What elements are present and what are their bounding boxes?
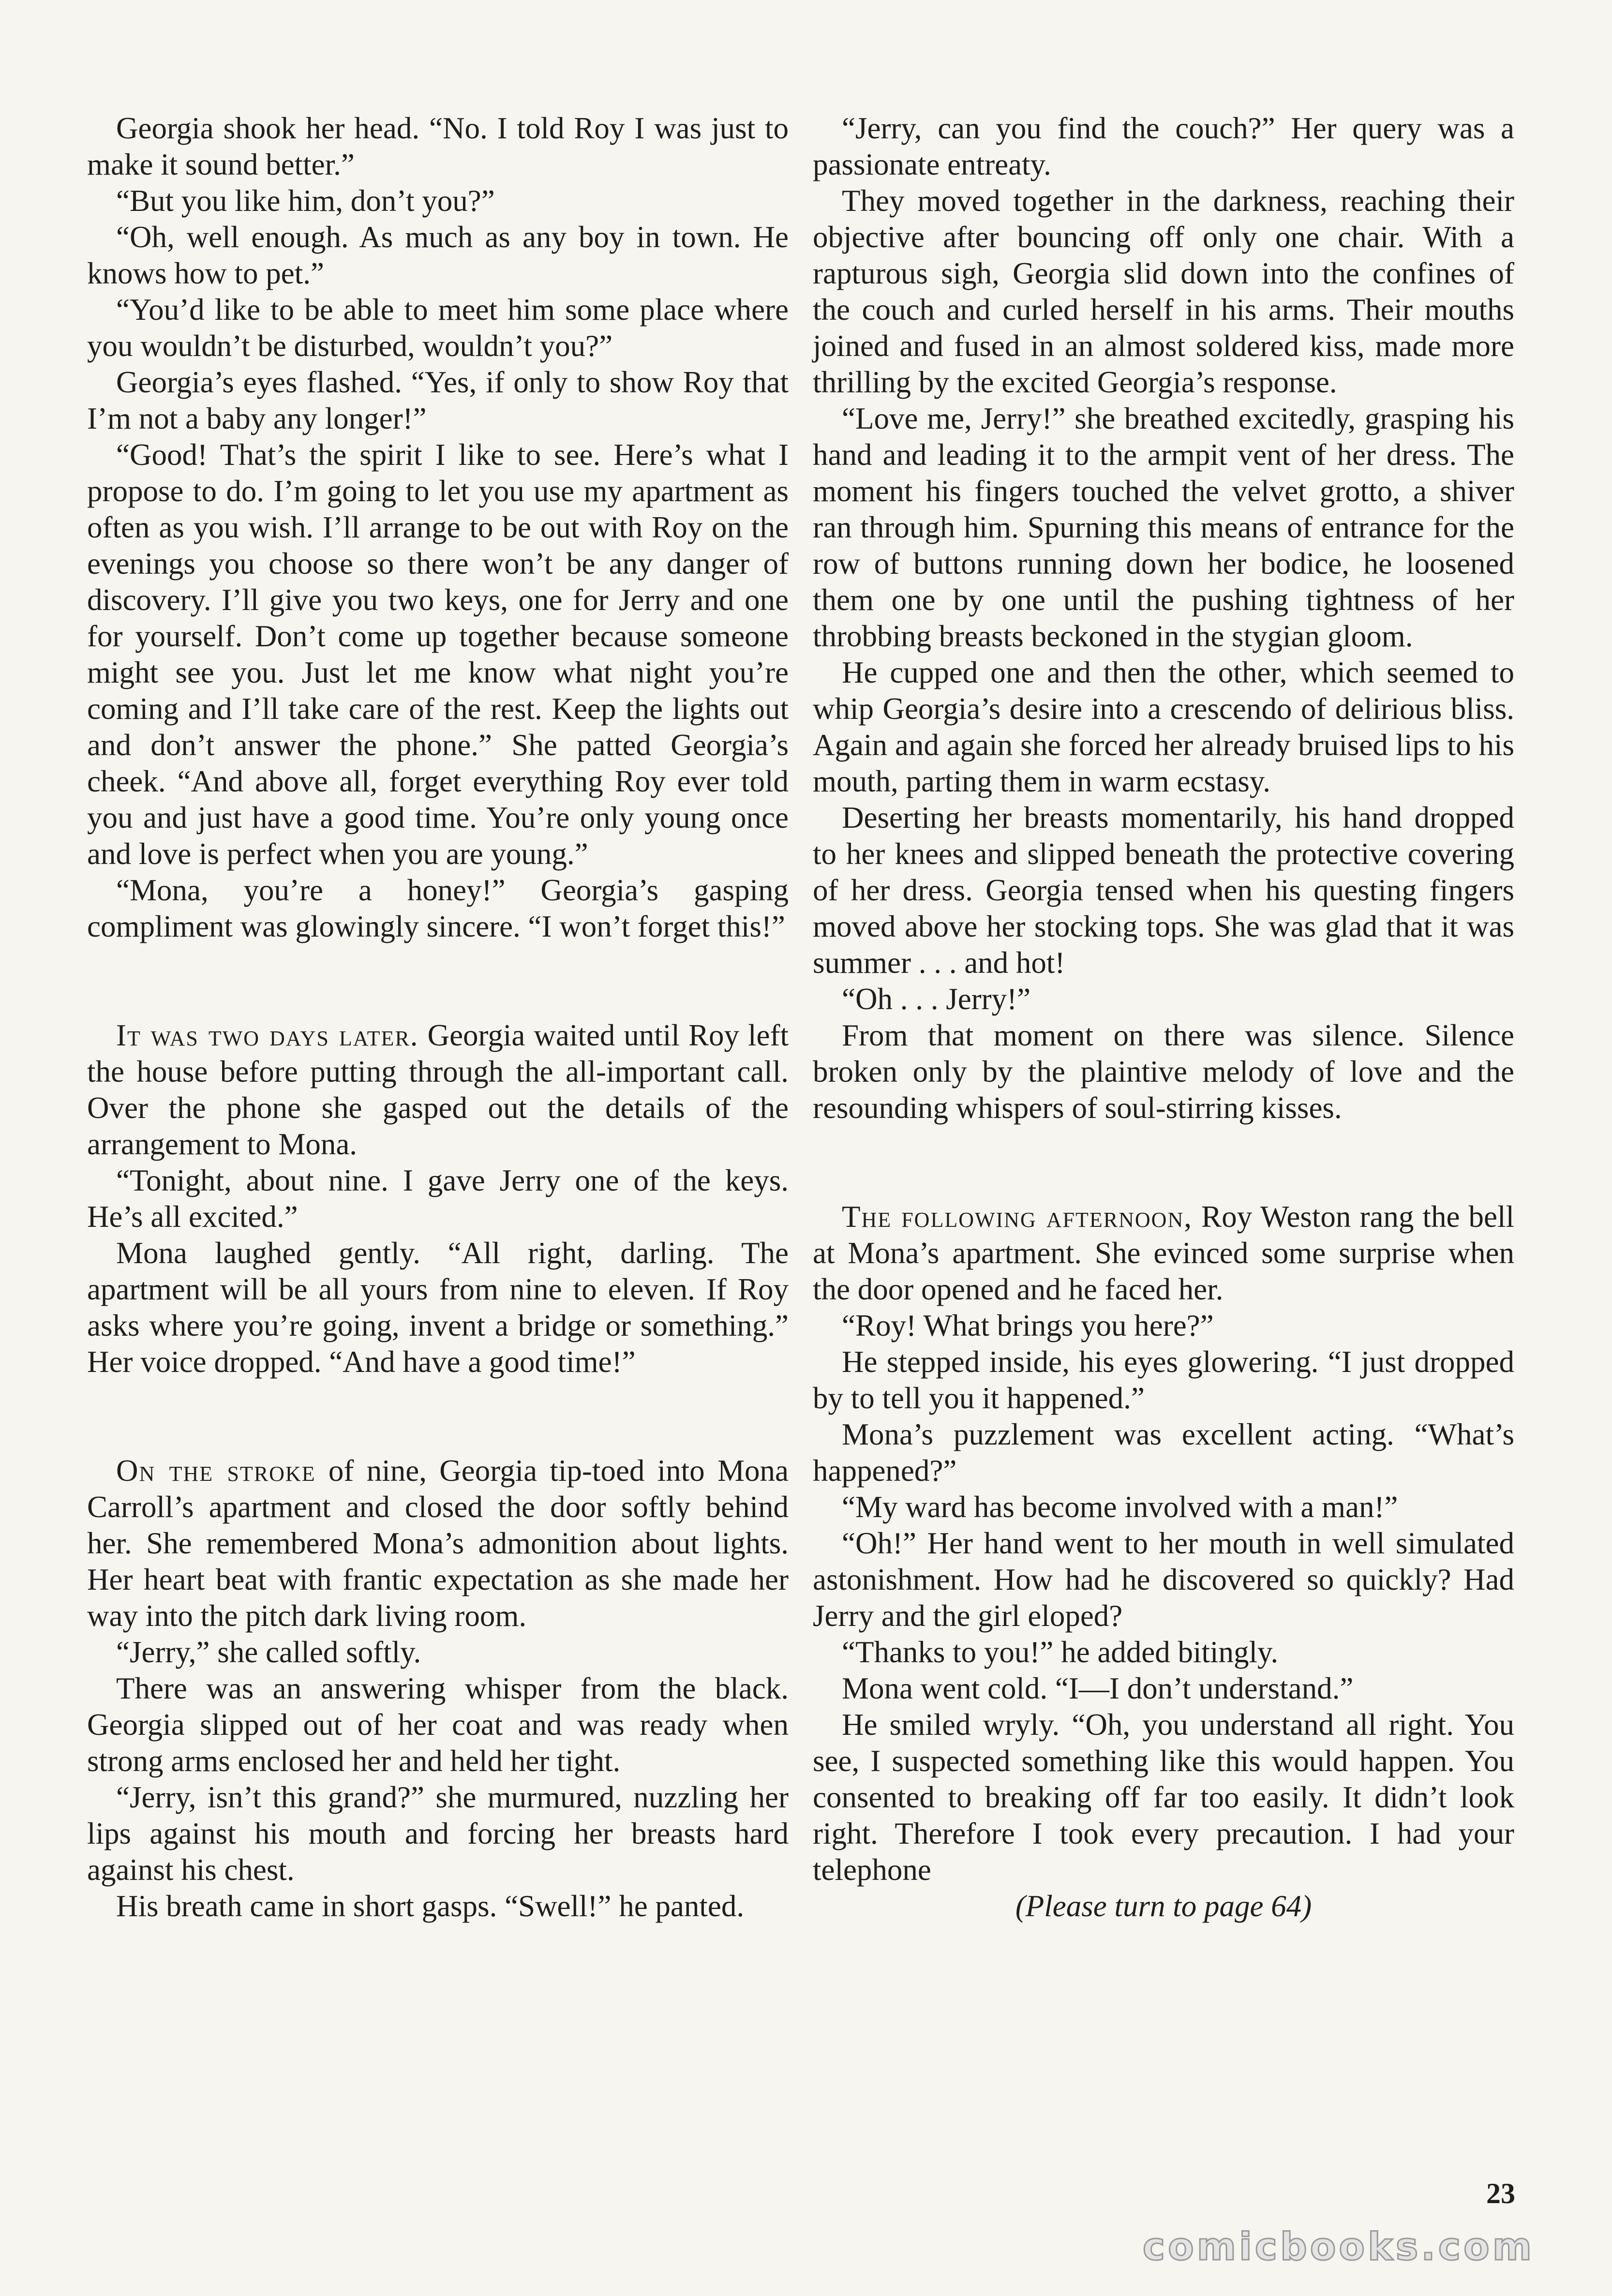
right-column-paragraph: “Oh . . . Jerry!” <box>842 982 1031 1016</box>
right-column-paragraph <box>813 1199 1514 1308</box>
left-column-paragraph: Georgia shook her head. “No. I told Roy I was just to make it sound better.” <box>87 111 789 181</box>
left-column-paragraph <box>87 1453 789 1634</box>
left-column <box>87 110 789 1924</box>
right-column-paragraph: He smiled wryly. “Oh, you understand all right. You see, I suspected something like this would happen. You consented to breaking off far too easily. It didn’t look right. Therefore I took every precaution. I had your telephone <box>813 1708 1514 1887</box>
right-column-paragraph: “Love me, Jerry!” she breathed excitedly, grasping his hand and leading it to the armpit vent of her dress. The moment his fingers touched the velvet grotto, a shiver ran through him. Spurning this means of entrance for the row of buttons running down her bodice, he loosened them one by one until the pushing tightness of her throbbing breasts beckoned in the stygian gloom. <box>813 402 1514 653</box>
right-column-paragraph: “Oh!” Her hand went to her mouth in well simulated astonishment. How had he discovered so quickly? Had Jerry and the girl eloped? <box>813 1526 1514 1633</box>
left-column-paragraph: “Jerry, isn’t this grand?” she murmured, nuzzling her lips against his mouth and forcing her breasts hard against his chest. <box>87 1780 789 1887</box>
right-column-paragraph: Mona’s puzzlement was excellent acting. “What’s happened?” <box>813 1417 1514 1488</box>
right-column-paragraph: Deserting her breasts momentarily, his hand dropped to her knees and slipped beneath the protective covering of her dress. Georgia tensed when his questing fingers moved above her stocking tops. She was glad that it was summer . . . and hot! <box>813 801 1514 980</box>
right-column <box>813 110 1514 1924</box>
section-break <box>813 1126 1514 1199</box>
right-column-paragraph: He stepped inside, his eyes glowering. “I just dropped by to tell you it happened.” <box>813 1345 1514 1415</box>
right-column-paragraph: He cupped one and then the other, which seemed to whip Georgia’s desire into a crescendo of delirious bliss. Again and again she forced her already bruised lips to his mouth, parting them in warm ecstasy. <box>813 656 1514 798</box>
left-column-paragraph: “Mona, you’re a honey!” Georgia’s gasping compliment was glowingly sincere. “I won’t forget this!” <box>87 873 789 943</box>
left-column-paragraph: Georgia’s eyes flashed. “Yes, if only to show Roy that I’m not a baby any longer!” <box>87 365 789 435</box>
left-column-paragraph <box>87 1017 789 1163</box>
right-column-paragraph: “Thanks to you!” he added bitingly. <box>842 1635 1279 1669</box>
left-column-paragraph: “Jerry,” she called softly. <box>116 1635 421 1669</box>
left-column-paragraph: “But you like him, don’t you?” <box>116 184 495 218</box>
right-column-paragraph: From that moment on there was silence. Silence broken only by the plaintive melody of love and the resounding whispers of soul-stirring kisses. <box>813 1018 1514 1125</box>
left-column-paragraph: His breath came in short gasps. “Swell!” he panted. <box>116 1889 745 1923</box>
right-column-paragraph: “Jerry, can you find the couch?” Her query was a passionate entreaty. <box>813 111 1514 181</box>
section-lead-in: It was two days later. <box>116 1018 419 1052</box>
right-column-paragraph: “Roy! What brings you here?” <box>842 1309 1214 1342</box>
paragraph-text: Roy Weston rang the bell at Mona’s apartment. She evinced some surprise when the door opened and he faced her. <box>813 1200 1514 1306</box>
left-column-paragraph: “Oh, well enough. As much as any boy in town. He knows how to pet.” <box>87 220 789 290</box>
right-column-paragraph: They moved together in the darkness, reaching their objective after bouncing off only one chair. With a rapturous sigh, Georgia slid down into the confines of the couch and curled herself in his arms. Their mouths joined and fused in an almost soldered kiss, made more thrilling by the excited Georgia’s response. <box>813 184 1514 399</box>
continuation-note: (Please turn to page 64) <box>1015 1889 1312 1923</box>
right-column-paragraph: Mona went cold. “I—I don’t understand.” <box>842 1671 1354 1705</box>
left-column-paragraph: “You’d like to be able to meet him some place where you wouldn’t be disturbed, wouldn’t you?” <box>87 293 789 363</box>
paragraph-text: Georgia waited until Roy left the house before putting through the all-important call. Over the phone she gasped out the details of the arrangement to Mona. <box>87 1018 789 1161</box>
page-number: 23 <box>1486 2177 1515 2209</box>
left-column-paragraph: “Good! That’s the spirit I like to see. Here’s what I propose to do. I’m going to let you use my apartment as often as you wish. I’ll arrange to be out with Roy on the evenings you choose so there won’t be any danger of discovery. I’ll give you two keys, one for Jerry and one for yourself. Don’t come up together because someone might see you. Just let me know what night you’re coming and I’ll take care of the rest. Keep the lights out and don’t answer the phone.” She patted Georgia’s cheek. “And above all, forget everything Roy ever told you and just have a good time. You’re only young once and love is perfect when you are young.” <box>87 438 789 871</box>
watermark-logo: comicbooks.com <box>1142 2225 1535 2269</box>
section-break <box>87 945 789 1017</box>
left-column-paragraph: There was an answering whisper from the black. Georgia slipped out of her coat and was ready when strong arms enclosed her and held her tight. <box>87 1671 789 1778</box>
section-lead-in: On the stroke <box>116 1454 316 1488</box>
section-lead-in: The following afternoon, <box>842 1200 1193 1234</box>
paragraph-text: of nine, Georgia tip-toed into Mona Carroll’s apartment and closed the door softly behind her. She remembered Mona’s admonition about lights. Her heart beat with frantic expectation as she made her way into the pitch dark living room. <box>87 1454 789 1633</box>
right-column-paragraph: “My ward has become involved with a man!” <box>842 1490 1398 1524</box>
section-break <box>87 1380 789 1453</box>
left-column-paragraph: Mona laughed gently. “All right, darling. The apartment will be all yours from nine to eleven. If Roy asks where you’re going, invent a bridge or something.” Her voice dropped. “And have a good time!” <box>87 1236 789 1379</box>
left-column-paragraph: “Tonight, about nine. I gave Jerry one of the keys. He’s all excited.” <box>87 1163 789 1234</box>
